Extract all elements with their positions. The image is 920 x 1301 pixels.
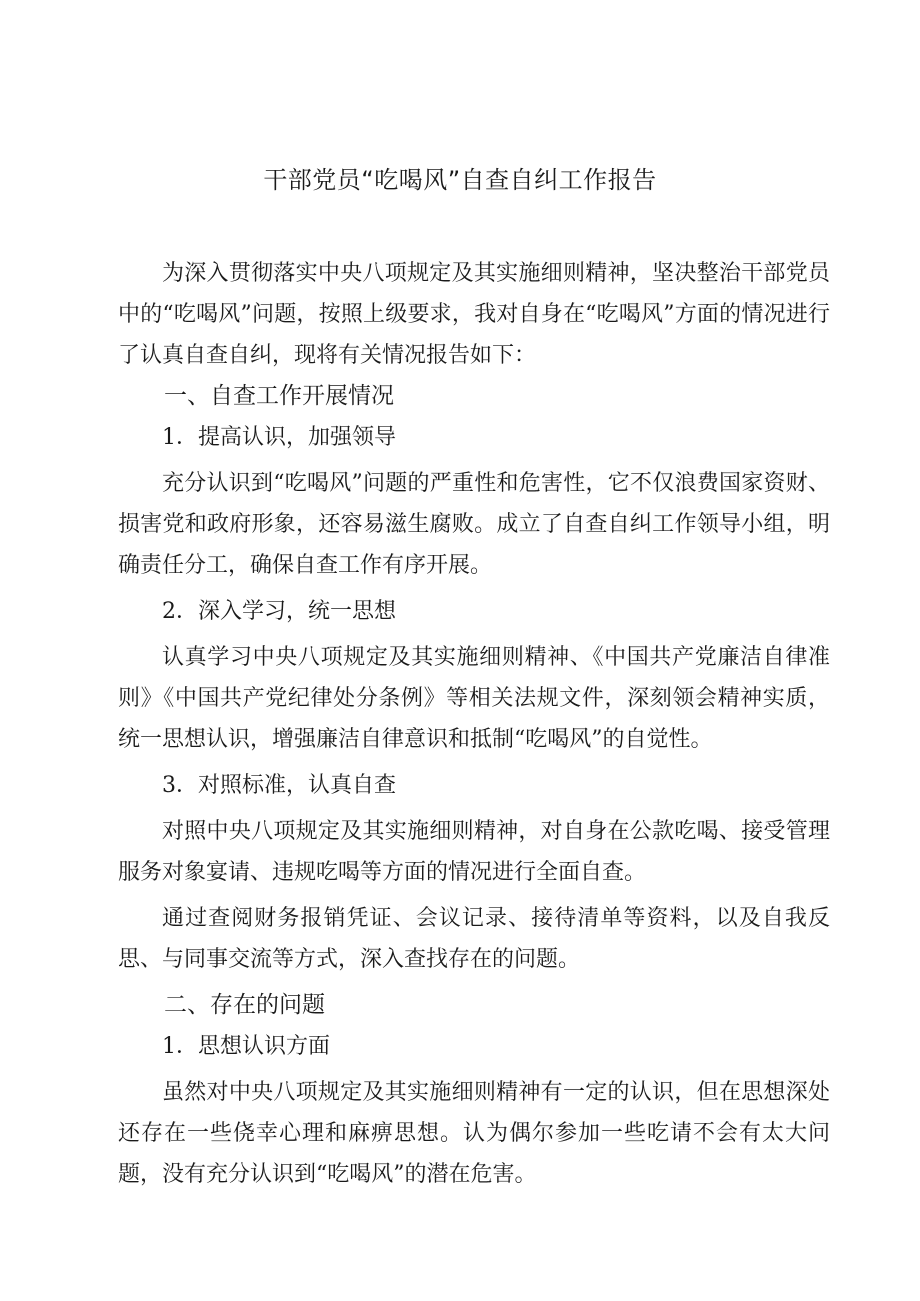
section-1-item-3-text-2: 通过查阅财务报销凭证、会议记录、接待清单等资料，以及自我反思、与同事交流等方式，深入查找存在的问题。 [118, 906, 830, 972]
document-body [118, 253, 830, 1195]
section-1-heading: 一、自查工作开展情况 [164, 383, 394, 409]
section-2-item-1-text: 虽然对中央八项规定及其实施细则精神有一定的认识，但在思想深处还存在一些侥幸心理和麻痹思想。认为偶尔参加一些吃请不会有太大问题，没有充分认识到“吃喝风”的潜在危害。 [118, 1080, 830, 1187]
intro-paragraph: 为深入贯彻落实中央八项规定及其实施细则精神，坚决整治干部党员中的“吃喝风”问题，按照上级要求，我对自身在“吃喝风”方面的情况进行了认真自查自纠，现将有关情况报告如下： [118, 261, 830, 368]
document-title: 干部党员“吃喝风”自查自纠工作报告 [263, 166, 657, 194]
section-1-item-3-heading: 3．对照标准，认真自查 [162, 773, 396, 798]
section-1-item-1-heading: 1．提高认识，加强领导 [162, 425, 396, 450]
section-2-item-1-heading: 1．思想认识方面 [162, 1034, 330, 1059]
section-1-item-2-text: 认真学习中央八项规定及其实施细则精神、《中国共产党廉洁自律准则》《中国共产党纪律处分条例》等相关法规文件，深刻领会精神实质，统一思想认识，增强廉洁自律意识和抵制“吃喝风”的自觉性。 [118, 645, 830, 752]
section-2-heading: 二、存在的问题 [164, 992, 325, 1018]
section-1-item-1-text: 充分认识到“吃喝风”问题的严重性和危害性，它不仅浪费国家资财、损害党和政府形象，还容易滋生腐败。成立了自查自纠工作领导小组，明确责任分工，确保自查工作有序开展。 [118, 471, 830, 578]
section-1-item-3-text-1: 对照中央八项规定及其实施细则精神，对自身在公款吃喝、接受管理服务对象宴请、违规吃喝等方面的情况进行全面自查。 [118, 819, 830, 885]
section-1-item-2-heading: 2．深入学习，统一思想 [162, 599, 396, 624]
